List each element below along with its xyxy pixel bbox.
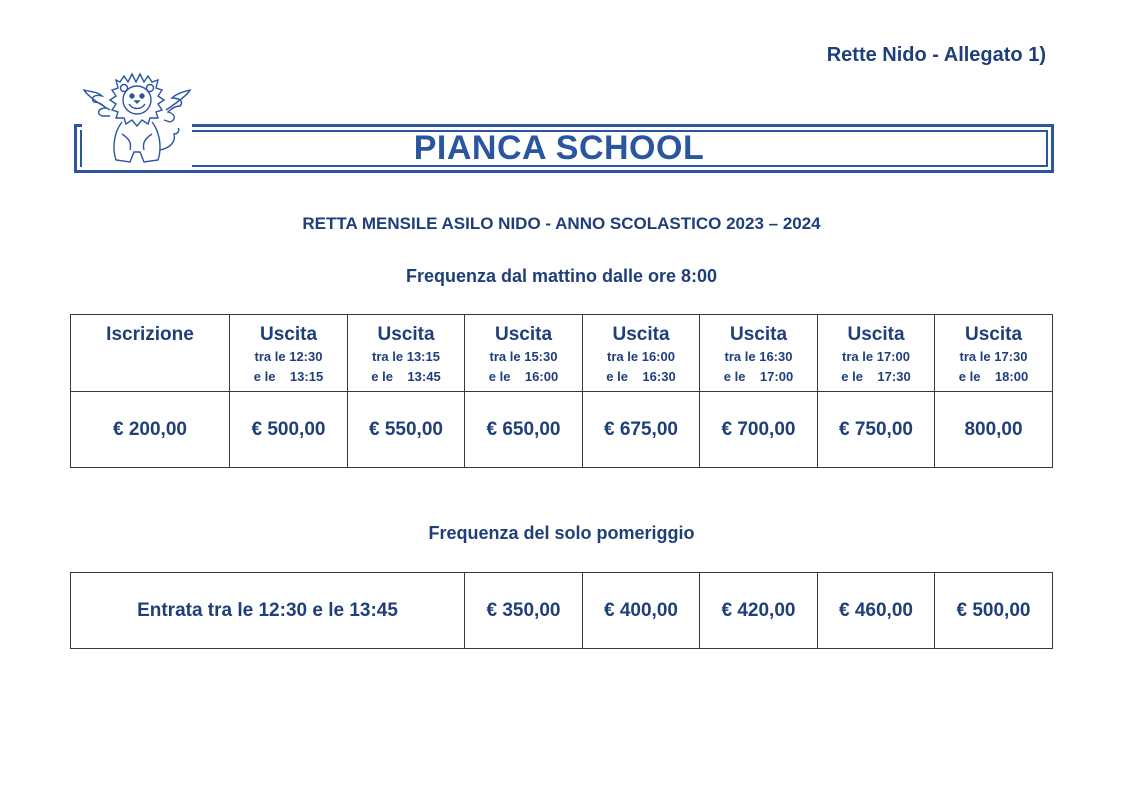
header-time-from: tra le 17:30 [959,349,1028,364]
table-header-row [71,315,1053,392]
header-name: Uscita [964,324,1023,345]
header-time-from: tra le 13:15 [372,349,440,364]
morning-fees-table [70,314,1053,468]
fee-cell: € 200,00 [71,392,230,468]
header-time-from: tra le 16:30 [724,349,793,364]
header-time-to: e le 13:15 [253,369,324,384]
header-name: Uscita [259,324,318,345]
header-name: Uscita [612,324,670,345]
header-name: Iscrizione [106,324,194,345]
fee-cell: € 420,00 [700,573,818,649]
header-time-to: e le 16:30 [606,369,676,384]
main-title: RETTA MENSILE ASILO NIDO - ANNO SCOLASTICO 2023 – 2024 [302,214,821,233]
header-cell [465,315,583,392]
header-time-to: e le 18:00 [958,369,1029,384]
school-name: PIANCA SCHOOL [413,129,705,167]
header-time-to: e le 17:00 [723,369,794,384]
header-time-to: e le 17:30 [841,369,911,384]
afternoon-entry-label: Entrata tra le 12:30 e le 13:45 [71,573,465,649]
afternoon-fees-table [70,572,1053,649]
header-cell [700,315,818,392]
header-time-from: tra le 15:30 [489,349,558,364]
fee-cell: € 750,00 [818,392,935,468]
fee-cell: € 500,00 [935,573,1053,649]
header-name: Uscita [847,324,905,345]
header-name: Uscita [377,324,435,345]
afternoon-section-title: Frequenza del solo pomeriggio [428,523,695,543]
header-time-from: tra le 12:30 [254,349,323,364]
fee-cell: € 550,00 [348,392,465,468]
header-time-from: tra le 17:00 [842,349,910,364]
header-name: Uscita [729,324,788,345]
header-time-to: e le 16:00 [488,369,559,384]
fee-cell: € 400,00 [583,573,700,649]
table-row [71,573,1053,649]
fee-cell: € 350,00 [465,573,583,649]
fee-cell: € 460,00 [818,573,935,649]
fee-cell: € 500,00 [230,392,348,468]
header-cell [230,315,348,392]
table-row [71,392,1053,468]
attachment-label: Rette Nido - Allegato 1) [826,44,1046,66]
header-time-from: tra le 16:00 [607,349,675,364]
header-name: Uscita [494,324,553,345]
header-cell [71,315,230,392]
header-cell [818,315,935,392]
school-banner [74,124,1054,173]
fee-cell: € 675,00 [583,392,700,468]
header-cell [935,315,1053,392]
fee-cell: € 700,00 [700,392,818,468]
fee-cell: 800,00 [935,392,1053,468]
header-cell [583,315,700,392]
winged-lion-mascot-icon [82,72,192,168]
morning-section-title: Frequenza dal mattino dalle ore 8:00 [405,266,718,286]
fee-cell: € 650,00 [465,392,583,468]
header-time-to: e le 13:45 [371,369,441,384]
header-cell [348,315,465,392]
